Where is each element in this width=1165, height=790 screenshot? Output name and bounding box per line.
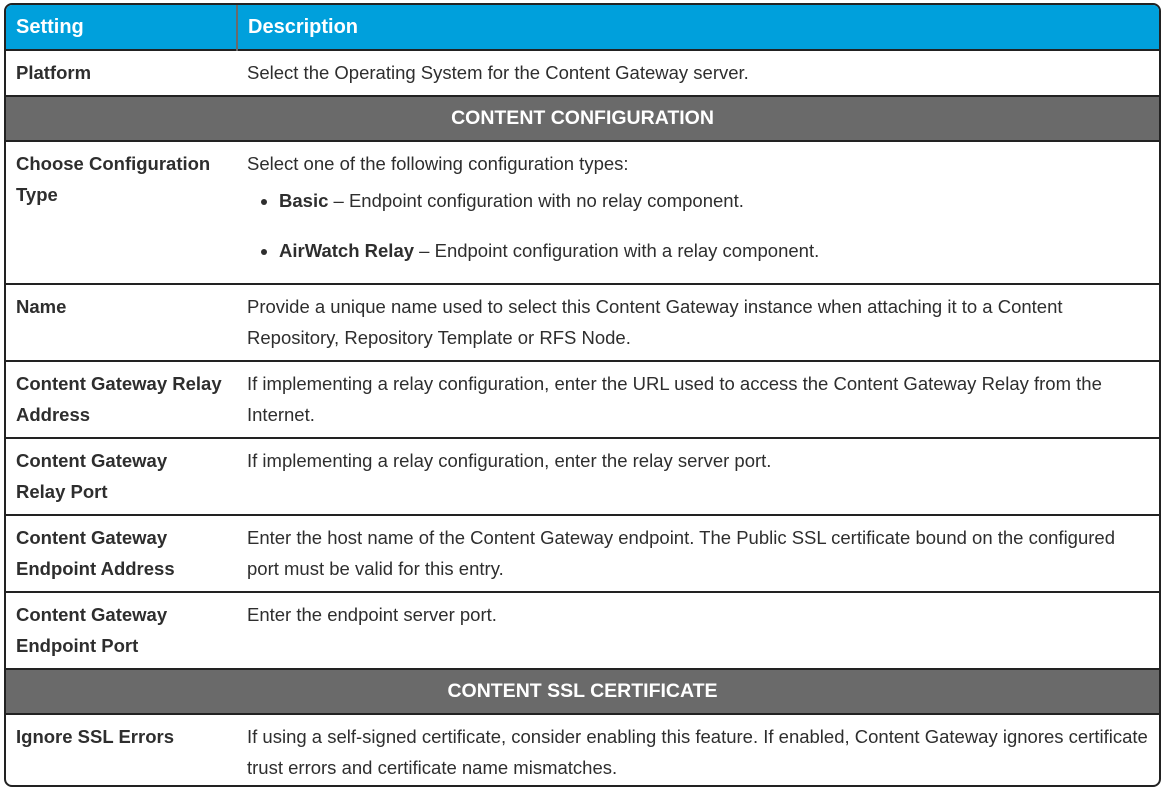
- setting-description: Enter the endpoint server port.: [237, 592, 1159, 669]
- table-row: [6, 361, 1159, 438]
- setting-description-cell: [237, 141, 1159, 284]
- table-row: [6, 141, 1159, 284]
- setting-name: Content Gateway Endpoint Port: [6, 592, 237, 669]
- table-row: [6, 592, 1159, 669]
- table-row: [6, 515, 1159, 592]
- list-item: [279, 185, 1149, 216]
- setting-name: Choose Configuration Type: [6, 141, 237, 284]
- table-row: [6, 438, 1159, 515]
- section-title: CONTENT SSL CERTIFICATE: [6, 669, 1159, 714]
- section-title: CONTENT CONFIGURATION: [6, 96, 1159, 141]
- header-setting: Setting: [6, 5, 237, 50]
- setting-description: Enter the host name of the Content Gateway endpoint. The Public SSL certificate bound on the configured port must be valid for this entry.: [237, 515, 1159, 592]
- list-item: [279, 235, 1149, 266]
- table-row: [6, 50, 1159, 96]
- option-text: – Endpoint configuration with no relay component.: [328, 190, 744, 211]
- setting-name: Ignore SSL Errors: [6, 714, 237, 787]
- setting-description: If using a self-signed certificate, consider enabling this feature. If enabled, Content Gateway ignores certificate trust errors and certificate name mismatches.: [237, 714, 1159, 787]
- setting-description: Provide a unique name used to select this Content Gateway instance when attaching it to a Content Repository, Repository Template or RFS Node.: [237, 284, 1159, 361]
- setting-description: Select the Operating System for the Content Gateway server.: [237, 50, 1159, 96]
- table-row: [6, 284, 1159, 361]
- setting-name: Content Gateway Relay Port: [6, 438, 237, 515]
- setting-name: Content Gateway Relay Address: [6, 361, 237, 438]
- header-description: Description: [237, 5, 1159, 50]
- option-list: [247, 185, 1149, 266]
- setting-description: Select one of the following configuration types:: [247, 153, 629, 174]
- option-term: AirWatch Relay: [279, 240, 415, 261]
- settings-table: [6, 5, 1159, 787]
- section-row: [6, 96, 1159, 141]
- option-text: – Endpoint configuration with a relay component.: [414, 240, 820, 261]
- setting-description: If implementing a relay configuration, enter the URL used to access the Content Gateway Relay from the Internet.: [237, 361, 1159, 438]
- setting-name: Platform: [6, 50, 237, 96]
- setting-name: Name: [6, 284, 237, 361]
- table-header-row: [6, 5, 1159, 50]
- setting-name: Content Gateway Endpoint Address: [6, 515, 237, 592]
- option-term: Basic: [279, 190, 329, 211]
- settings-table-container: [4, 3, 1161, 787]
- section-row: [6, 669, 1159, 714]
- setting-description: If implementing a relay configuration, enter the relay server port.: [237, 438, 1159, 515]
- table-row: [6, 714, 1159, 787]
